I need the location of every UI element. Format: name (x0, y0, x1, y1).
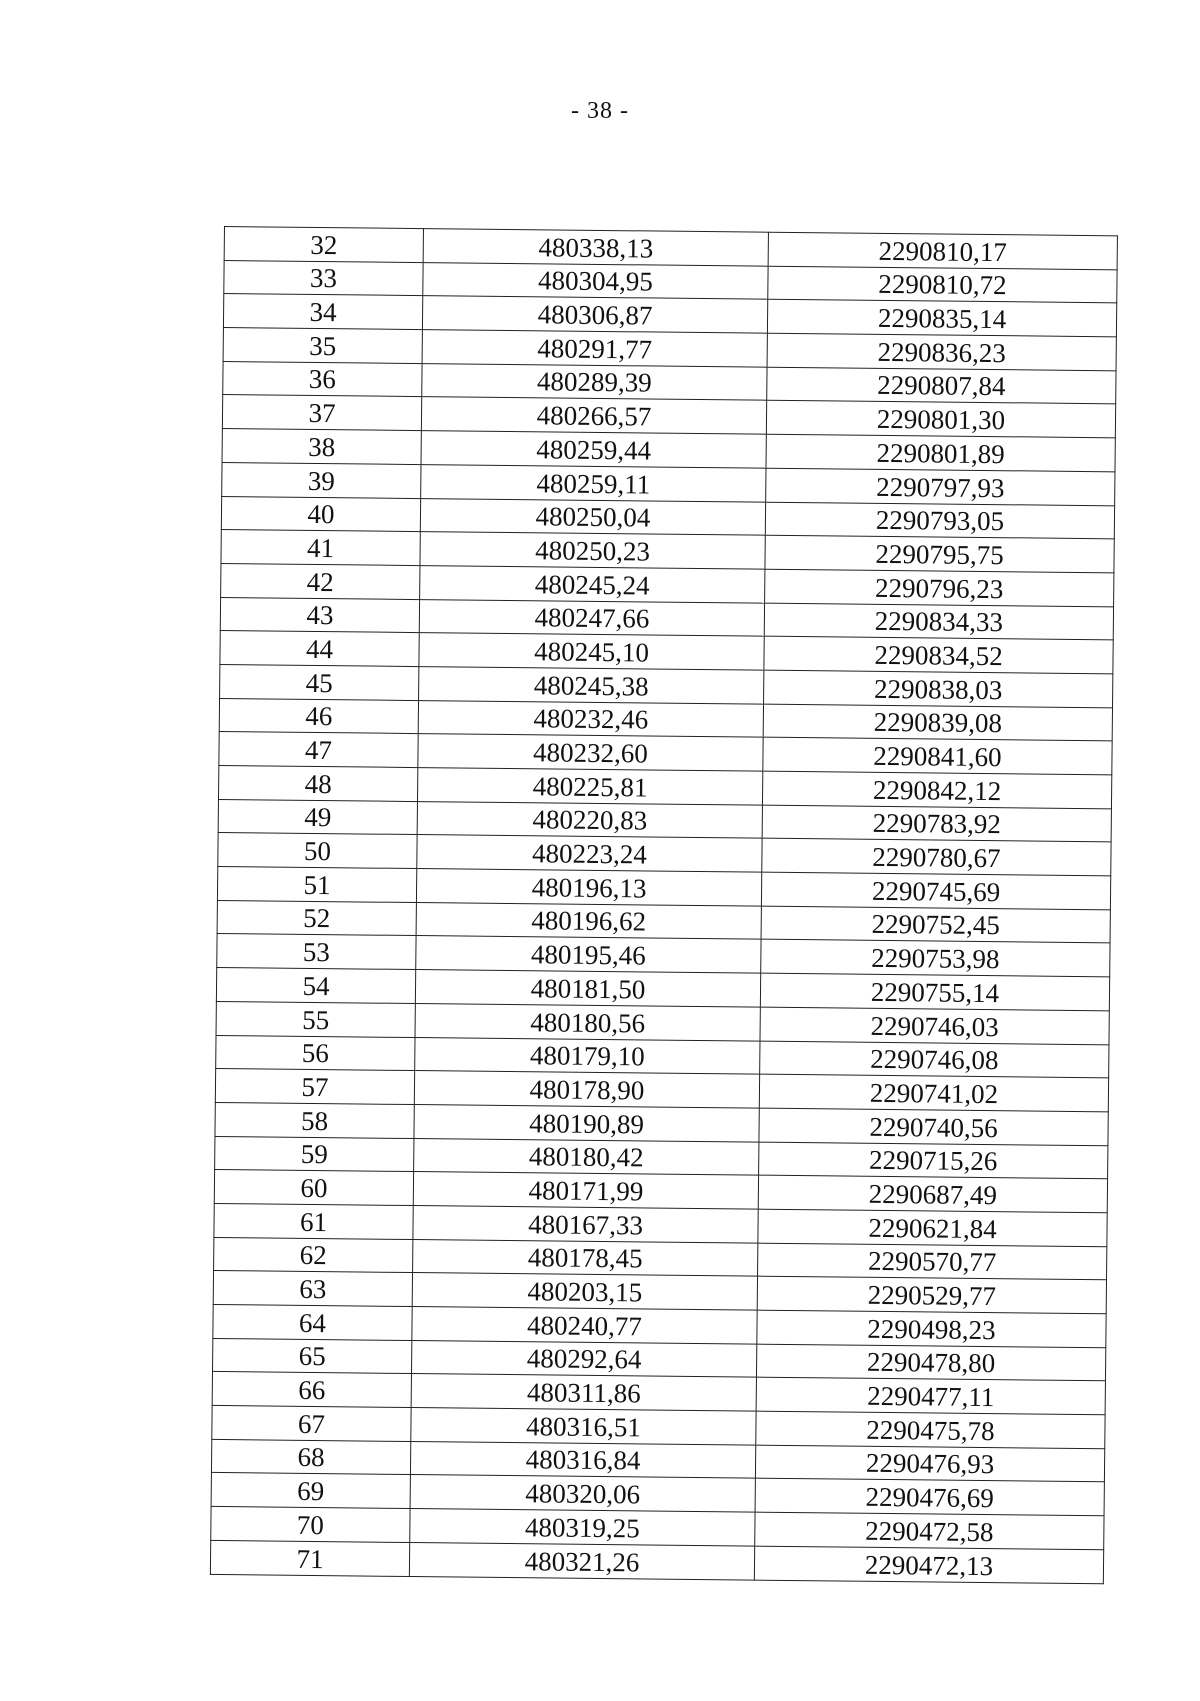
x-coordinate-cell: 480171,99 (413, 1172, 758, 1209)
y-coordinate-cell: 2290715,26 (759, 1142, 1108, 1179)
point-number-cell: 69 (211, 1473, 410, 1509)
point-number-cell: 34 (223, 294, 422, 330)
point-number-cell: 42 (221, 563, 420, 599)
y-coordinate-cell: 2290746,03 (760, 1007, 1109, 1044)
y-coordinate-cell: 2290745,69 (761, 872, 1110, 909)
y-coordinate-cell: 2290793,05 (765, 502, 1114, 539)
x-coordinate-cell: 480245,24 (420, 565, 765, 602)
y-coordinate-cell: 2290839,08 (763, 704, 1112, 741)
y-coordinate-cell: 2290478,80 (756, 1344, 1105, 1381)
point-number-cell: 70 (211, 1507, 410, 1543)
y-coordinate-cell: 2290475,78 (756, 1411, 1105, 1448)
x-coordinate-cell: 480180,56 (415, 1003, 760, 1040)
x-coordinate-cell: 480178,90 (414, 1071, 759, 1108)
y-coordinate-cell: 2290687,49 (758, 1175, 1107, 1212)
point-number-cell: 64 (213, 1304, 412, 1340)
point-number-cell: 33 (224, 260, 423, 296)
x-coordinate-cell: 480321,26 (409, 1542, 754, 1579)
y-coordinate-cell: 2290783,92 (762, 805, 1111, 842)
y-coordinate-cell: 2290780,67 (762, 839, 1111, 876)
point-number-cell: 36 (223, 361, 422, 397)
y-coordinate-cell: 2290801,89 (766, 434, 1115, 471)
y-coordinate-cell: 2290752,45 (761, 906, 1110, 943)
y-coordinate-cell: 2290498,23 (757, 1310, 1106, 1347)
point-number-cell: 59 (215, 1136, 414, 1172)
point-number-cell: 60 (214, 1170, 413, 1206)
y-coordinate-cell: 2290741,02 (759, 1074, 1108, 1111)
x-coordinate-cell: 480304,95 (423, 262, 768, 299)
x-coordinate-cell: 480220,83 (417, 801, 762, 838)
x-coordinate-cell: 480180,42 (414, 1138, 759, 1175)
point-number-cell: 67 (212, 1406, 411, 1442)
y-coordinate-cell: 2290621,84 (758, 1209, 1107, 1246)
point-number-cell: 46 (219, 698, 418, 734)
x-coordinate-cell: 480289,39 (422, 363, 767, 400)
x-coordinate-cell: 480306,87 (422, 296, 767, 333)
x-coordinate-cell: 480291,77 (422, 330, 767, 367)
point-number-cell: 62 (214, 1237, 413, 1273)
x-coordinate-cell: 480225,81 (417, 768, 762, 805)
x-coordinate-cell: 480240,77 (412, 1307, 757, 1344)
point-number-cell: 49 (218, 799, 417, 835)
x-coordinate-cell: 480179,10 (415, 1037, 760, 1074)
point-number-cell: 71 (210, 1540, 409, 1576)
point-number-cell: 48 (218, 765, 417, 801)
y-coordinate-cell: 2290835,14 (767, 300, 1116, 337)
x-coordinate-cell: 480195,46 (416, 936, 761, 973)
x-coordinate-cell: 480223,24 (417, 835, 762, 872)
y-coordinate-cell: 2290795,75 (765, 535, 1114, 572)
coordinates-table-body (210, 227, 1117, 1584)
y-coordinate-cell: 2290529,77 (757, 1276, 1106, 1313)
point-number-cell: 56 (216, 1035, 415, 1071)
x-coordinate-cell: 480316,84 (410, 1441, 755, 1478)
y-coordinate-cell: 2290834,33 (764, 603, 1113, 640)
y-coordinate-cell: 2290746,08 (760, 1041, 1109, 1078)
x-coordinate-cell: 480203,15 (412, 1273, 757, 1310)
x-coordinate-cell: 480196,62 (416, 902, 761, 939)
y-coordinate-cell: 2290755,14 (760, 973, 1109, 1010)
x-coordinate-cell: 480232,60 (418, 734, 763, 771)
x-coordinate-cell: 480259,11 (421, 464, 766, 501)
y-coordinate-cell: 2290842,12 (762, 771, 1111, 808)
point-number-cell: 41 (221, 530, 420, 566)
point-number-cell: 65 (213, 1338, 412, 1374)
point-number-cell: 35 (223, 328, 422, 364)
x-coordinate-cell: 480259,44 (421, 431, 766, 468)
y-coordinate-cell: 2290476,69 (755, 1479, 1104, 1516)
y-coordinate-cell: 2290570,77 (758, 1243, 1107, 1280)
x-coordinate-cell: 480245,10 (419, 633, 764, 670)
x-coordinate-cell: 480167,33 (413, 1205, 758, 1242)
point-number-cell: 68 (211, 1439, 410, 1475)
point-number-cell: 50 (218, 833, 417, 869)
y-coordinate-cell: 2290472,13 (754, 1546, 1103, 1583)
point-number-cell: 55 (216, 1001, 415, 1037)
x-coordinate-cell: 480266,57 (421, 397, 766, 434)
point-number-cell: 47 (219, 732, 418, 768)
coordinates-table (210, 226, 1118, 1584)
point-number-cell: 57 (215, 1069, 414, 1105)
y-coordinate-cell: 2290841,60 (763, 737, 1112, 774)
x-coordinate-cell: 480320,06 (410, 1475, 755, 1512)
point-number-cell: 53 (217, 934, 416, 970)
x-coordinate-cell: 480311,86 (411, 1374, 756, 1411)
page-number: - 38 - (571, 98, 629, 124)
point-number-cell: 39 (222, 462, 421, 498)
y-coordinate-cell: 2290810,17 (768, 232, 1117, 269)
y-coordinate-cell: 2290836,23 (767, 333, 1116, 370)
x-coordinate-cell: 480196,13 (416, 869, 761, 906)
point-number-cell: 38 (222, 429, 421, 465)
point-number-cell: 45 (220, 664, 419, 700)
x-coordinate-cell: 480178,45 (413, 1239, 758, 1276)
x-coordinate-cell: 480338,13 (423, 229, 768, 266)
y-coordinate-cell: 2290472,58 (755, 1512, 1104, 1549)
point-number-cell: 44 (220, 631, 419, 667)
point-number-cell: 40 (221, 496, 420, 532)
x-coordinate-cell: 480319,25 (410, 1509, 755, 1546)
x-coordinate-cell: 480181,50 (415, 970, 760, 1007)
point-number-cell: 32 (224, 227, 423, 263)
y-coordinate-cell: 2290801,30 (766, 401, 1115, 438)
x-coordinate-cell: 480245,38 (419, 667, 764, 704)
point-number-cell: 51 (217, 867, 416, 903)
y-coordinate-cell: 2290838,03 (764, 670, 1113, 707)
x-coordinate-cell: 480250,23 (420, 532, 765, 569)
y-coordinate-cell: 2290753,98 (761, 940, 1110, 977)
x-coordinate-cell: 480250,04 (420, 498, 765, 535)
point-number-cell: 54 (216, 968, 415, 1004)
point-number-cell: 52 (217, 900, 416, 936)
point-number-cell: 58 (215, 1102, 414, 1138)
x-coordinate-cell: 480247,66 (419, 599, 764, 636)
x-coordinate-cell: 480232,46 (418, 700, 763, 737)
coordinates-table-container (210, 226, 1114, 1584)
x-coordinate-cell: 480190,89 (414, 1104, 759, 1141)
y-coordinate-cell: 2290476,93 (755, 1445, 1104, 1482)
y-coordinate-cell: 2290740,56 (759, 1108, 1108, 1145)
y-coordinate-cell: 2290796,23 (765, 569, 1114, 606)
x-coordinate-cell: 480292,64 (411, 1340, 756, 1377)
y-coordinate-cell: 2290807,84 (767, 367, 1116, 404)
y-coordinate-cell: 2290797,93 (766, 468, 1115, 505)
point-number-cell: 37 (222, 395, 421, 431)
y-coordinate-cell: 2290477,11 (756, 1378, 1105, 1415)
point-number-cell: 66 (212, 1372, 411, 1408)
x-coordinate-cell: 480316,51 (411, 1408, 756, 1445)
point-number-cell: 63 (213, 1271, 412, 1307)
y-coordinate-cell: 2290810,72 (768, 266, 1117, 303)
point-number-cell: 43 (220, 597, 419, 633)
point-number-cell: 61 (214, 1203, 413, 1239)
y-coordinate-cell: 2290834,52 (764, 636, 1113, 673)
